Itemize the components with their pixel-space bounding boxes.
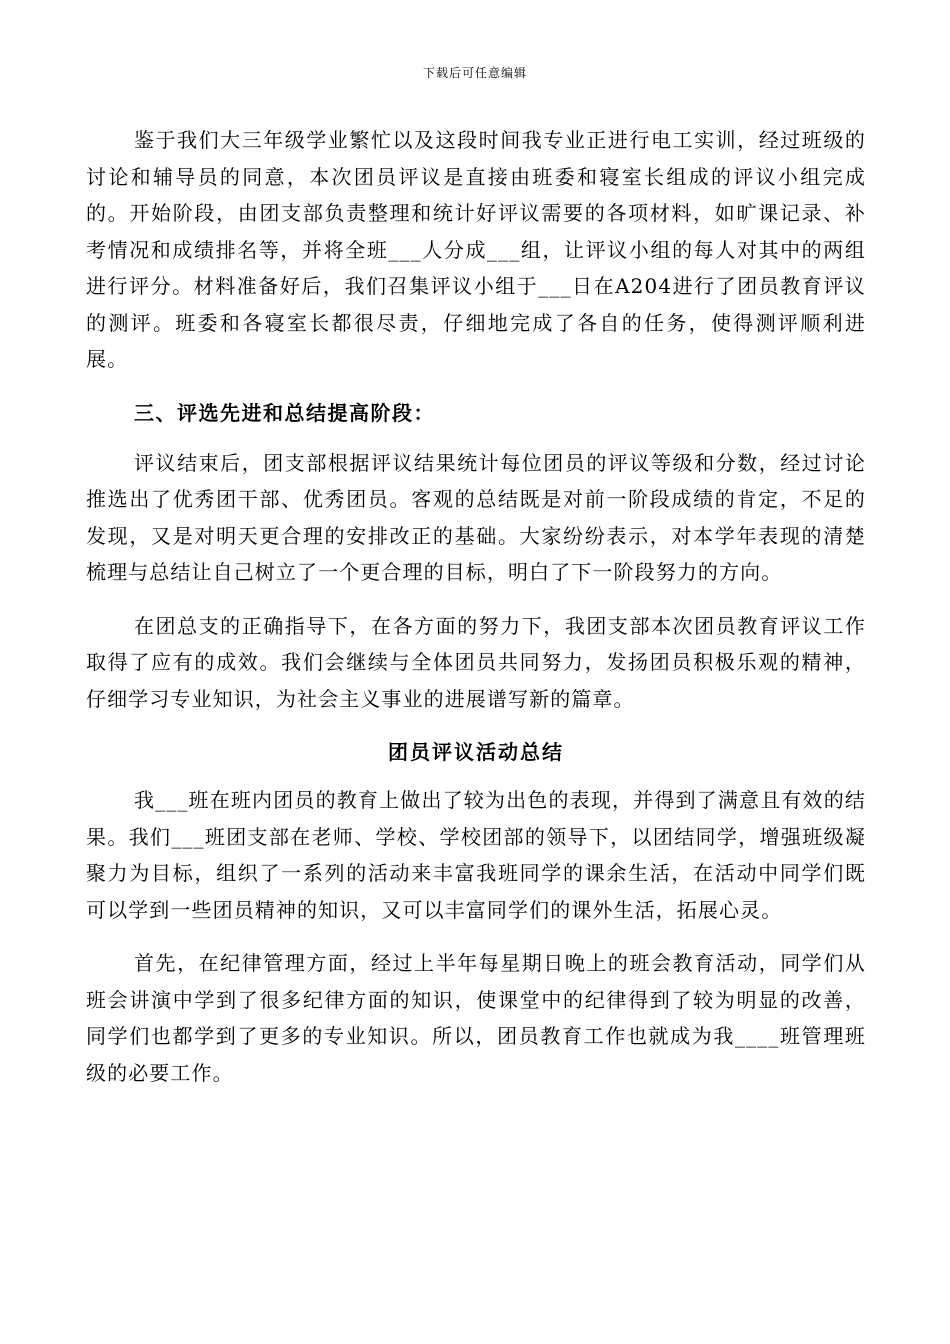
document-title: 团员评议活动总结 [388, 740, 564, 764]
header-note: 下载后可任意编辑 [422, 66, 527, 80]
body-paragraph: 我___班在班内团员的教育上做出了较为出色的表现，并得到了满意且有效的结果。我们___班团支部在老师、学校、学校团部的领导下，以团结同学，增强班级凝聚力为目标，组织了一系列的活动来丰富我班同学的课余生活，在活动中同学们既可以学到一些团员精神的知识，又可以丰富同学们的课外生活，拓展心灵。 [86, 788, 866, 922]
body-paragraph: 鉴于我们大三年级学业繁忙以及这段时间我专业正进行电工实训，经过班级的讨论和辅导员的同意，本次团员评议是直接由班委和寝室长组成的评议小组完成的。开始阶段，由团支部负责整理和统计好评议需要的各项材料，如旷课记录、补考情况和成绩排名等，并将全班___人分成___组，让评议小组的每人对其中的两组进行评分。材料准备好后，我们召集评议小组于___日在A204进行了团员教育评议的测评。班委和各寝室长都很尽责，仔细地完成了各自的任务，使得测评顺利进展。 [86, 128, 866, 371]
document-body [86, 122, 866, 1108]
body-paragraph: 在团总支的正确指导下，在各方面的努力下，我团支部本次团员教育评议工作取得了应有的成效。我们会继续与全体团员共同努力，发扬团员积极乐观的精神，仔细学习专业知识，为社会主义事业的进展谱写新的篇章。 [86, 613, 866, 711]
body-paragraph: 评议结束后，团支部根据评议结果统计每位团员的评议等级和分数，经过讨论推选出了优秀团干部、优秀团员。客观的总结既是对前一阶段成绩的肯定，不足的发现，又是对明天更合理的安排改正的基础。大家纷纷表示，对本学年表现的清楚梳理与总结让自己树立了一个更合理的目标，明白了下一阶段努力的方向。 [86, 450, 866, 584]
section-heading: 三、评选先进和总结提高阶段： [134, 400, 435, 425]
body-paragraph: 首先，在纪律管理方面，经过上半年每星期日晚上的班会教育活动，同学们从班会讲演中学到了很多纪律方面的知识，使课堂中的纪律得到了较为明显的改善，同学们也都学到了更多的专业知识。所以，团员教育工作也就成为我____班管理班级的必要工作。 [86, 951, 866, 1085]
